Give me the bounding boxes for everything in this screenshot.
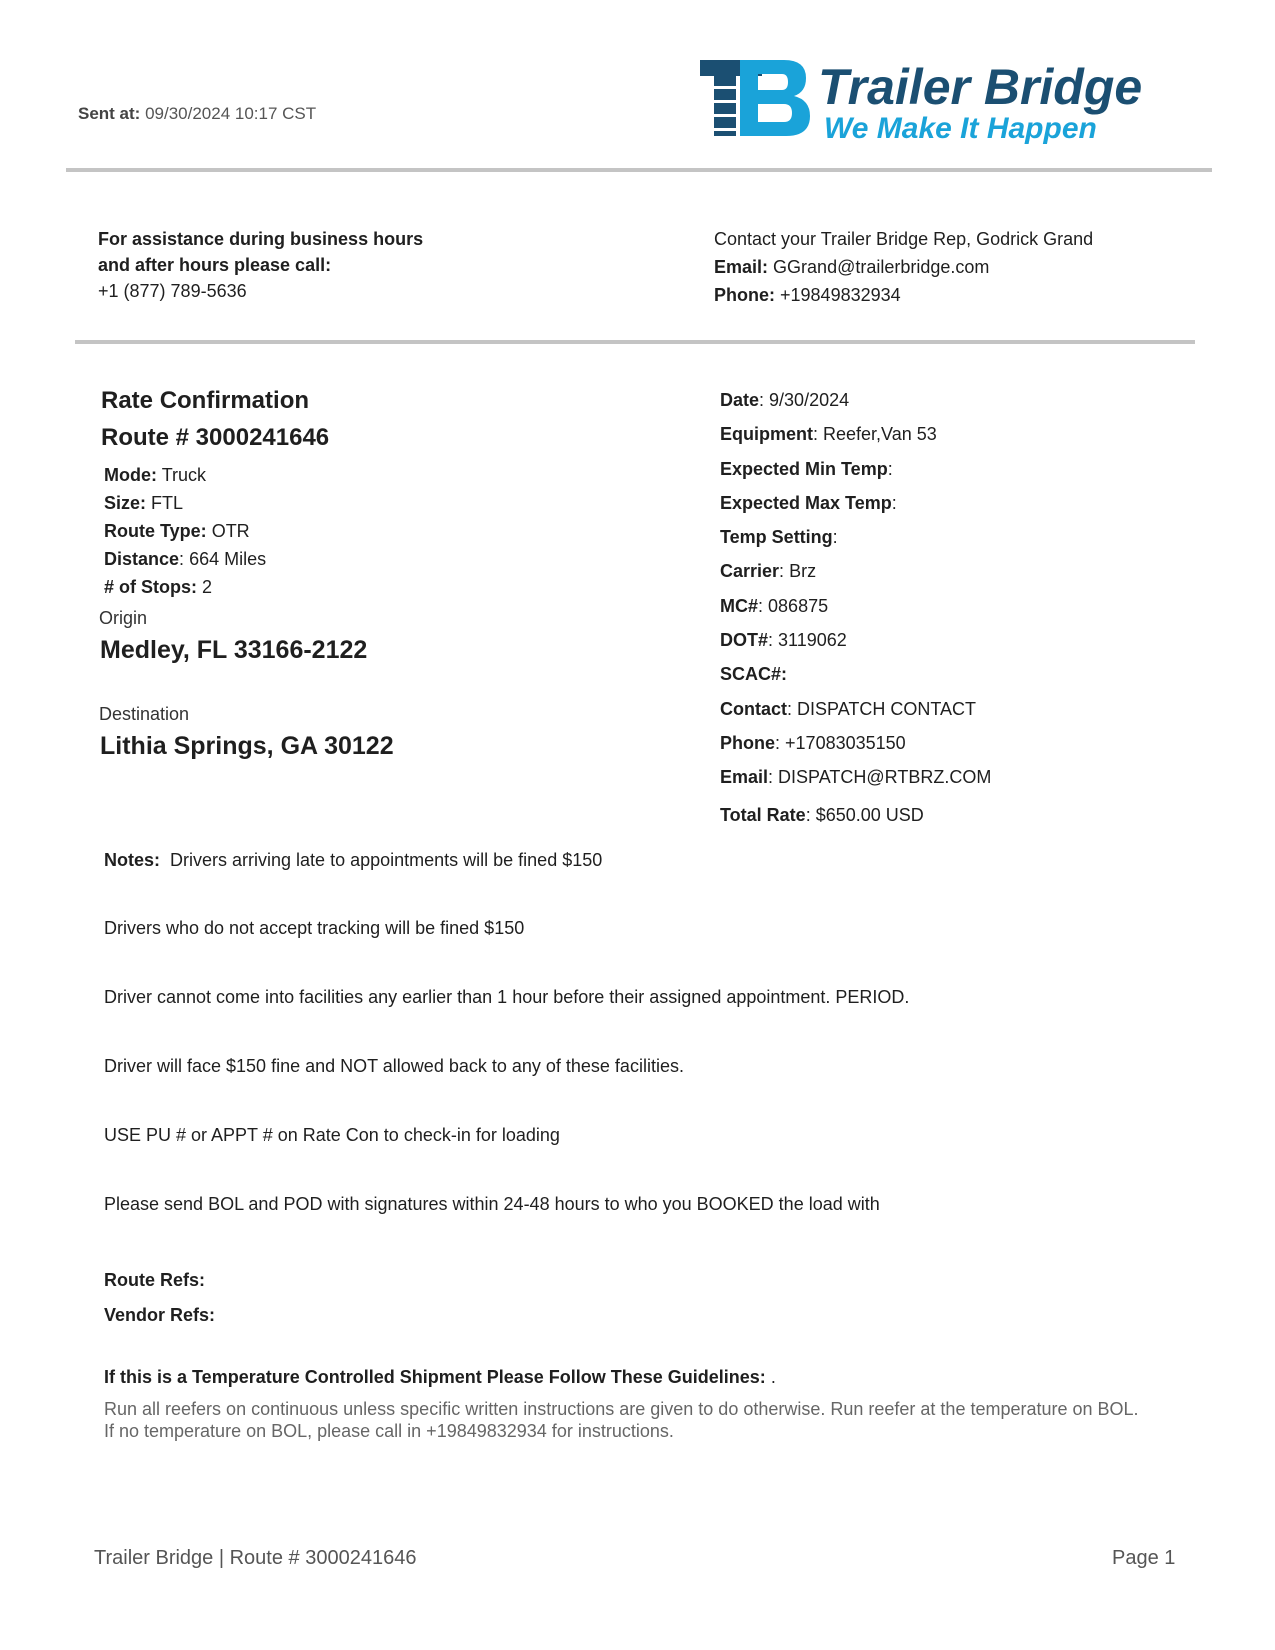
vendor-refs-label: Vendor Refs: [104, 1305, 216, 1325]
assistance-line-1: For assistance during business hours [98, 229, 424, 249]
total-rate: Total Rate: $650.00 USD [720, 805, 924, 825]
carrier-value: Brz [789, 561, 817, 582]
rep-phone: +19849832934 [780, 285, 901, 305]
temperature-line-2: If no temperature on BOL, please call in +19849832934 for instructions. [104, 1421, 674, 1441]
destination-value: Lithia Springs, GA 30122 [100, 732, 394, 760]
shipment-meta: Mode: Truck Size: FTL Route Type: OTR Distance: 664 Miles # of Stops: 2 [104, 465, 267, 597]
email-value: DISPATCH@RTBRZ.COM [778, 767, 992, 788]
temperature-line-1: Run all reefers on continuous unless specific written instructions are given to do otherwise. Run reefer at the temperature on BOL. [104, 1399, 1139, 1419]
assistance-block [98, 226, 423, 304]
email-label: Email [720, 767, 769, 788]
notes-line-1 [104, 850, 602, 871]
origin-value: Medley, FL 33166-2122 [100, 636, 368, 664]
equipment-value: Reefer,Van 53 [823, 424, 937, 445]
section-divider [75, 340, 1195, 344]
mc-label: MC# [720, 595, 759, 616]
route-type-value: OTR [211, 521, 250, 541]
sent-at [78, 104, 316, 124]
distance-value: 664 Miles [189, 549, 267, 569]
refs-block [104, 1263, 215, 1333]
total-rate-label: Total Rate [720, 805, 806, 825]
total-rate-value: $650.00 USD [815, 805, 924, 825]
temperature-guidelines [104, 1398, 1184, 1442]
date-label: Date [720, 390, 760, 410]
notes-line-3: Driver cannot come into facilities any earlier than 1 hour before their assigned appointment. PERIOD. [104, 987, 910, 1007]
stops-label: # of Stops: [104, 577, 197, 597]
route-number: Route # 3000241646 [101, 424, 330, 451]
phone-value: +17083035150 [785, 732, 906, 753]
dot-value: 3119062 [778, 630, 847, 651]
assistance-line-2: and after hours please call: [98, 255, 332, 275]
route-type-label: Route Type: [104, 521, 207, 541]
header-divider [66, 168, 1212, 172]
origin-label: Origin [99, 608, 148, 628]
distance-label: Distance [104, 549, 180, 569]
doc-title-block [101, 382, 329, 456]
rep-phone-label: Phone: [714, 285, 775, 305]
notes-line-4: Driver will face $150 fine and NOT allowed back to any of these facilities. [104, 1056, 684, 1076]
contact-value: DISPATCH CONTACT [797, 698, 977, 719]
logo-name: Trailer Bridge [818, 59, 1143, 115]
trailer-bridge-logo [700, 58, 1200, 158]
temperature-heading: If this is a Temperature Controlled Shipment Please Follow These Guidelines: [104, 1367, 766, 1387]
sent-at-label: Sent at: [78, 104, 141, 123]
rep-contact-block [714, 225, 1093, 309]
date-value: 9/30/2024 [769, 390, 850, 410]
tb-logo-icon [700, 58, 1200, 158]
notes-line-6: Please send BOL and POD with signatures within 24-48 hours to who you BOOKED the load with [104, 1194, 880, 1214]
phone-label: Phone [720, 732, 776, 753]
sent-at-value: 09/30/2024 10:17 CST [145, 104, 317, 123]
rep-name-line: Contact your Trailer Bridge Rep, Godrick Grand [714, 229, 1094, 249]
contact-label: Contact [720, 698, 787, 719]
mode-label: Mode: [104, 465, 157, 485]
max-temp-label: Expected Max Temp [720, 492, 892, 513]
route-refs-label: Route Refs: [104, 1270, 206, 1290]
rep-email: GGrand@trailerbridge.com [773, 257, 990, 277]
dot-label: DOT# [720, 630, 769, 651]
notes-line-5: USE PU # or APPT # on Rate Con to check-in for loading [104, 1125, 560, 1145]
assistance-phone: +1 (877) 789-5636 [98, 281, 247, 301]
doc-title: Rate Confirmation [101, 387, 310, 414]
mode-value: Truck [161, 465, 207, 485]
logo-tagline: We Make It Happen [824, 112, 1097, 145]
equipment-label: Equipment [720, 424, 813, 445]
destination-label: Destination [99, 704, 190, 724]
size-value: FTL [151, 493, 184, 513]
footer-route: Trailer Bridge | Route # 3000241646 [94, 1547, 417, 1569]
temp-setting-label: Temp Setting [720, 527, 833, 548]
temperature-heading-suffix: . [765, 1367, 776, 1387]
notes-label: Notes: [104, 850, 161, 870]
notes-line-2: Drivers who do not accept tracking will be fined $150 [104, 918, 525, 938]
carrier-label: Carrier [720, 561, 780, 582]
scac-label: SCAC#: [720, 664, 788, 685]
min-temp-label: Expected Min Temp [720, 458, 888, 479]
details-block: Date: 9/30/2024 Equipment: Reefer,Van 53 Expected Min Temp: Expected Max Temp: Temp Setting: Carrier: Brz MC#: 086875 DOT#: 3119062 SCAC#: Contact: DISPATCH CONTACT Phone: +17083035150 Email: DISPATCH@RTBRZ.COM [720, 390, 992, 788]
note-text: Drivers arriving late to appointments will be fined $150 [170, 850, 603, 870]
size-label: Size: [104, 493, 147, 513]
footer-page-number: Page 1 [1112, 1547, 1176, 1569]
rep-email-label: Email: [714, 257, 769, 277]
temperature-heading-block [104, 1367, 776, 1388]
stops-value: 2 [202, 577, 213, 597]
mc-value: 086875 [768, 595, 829, 616]
